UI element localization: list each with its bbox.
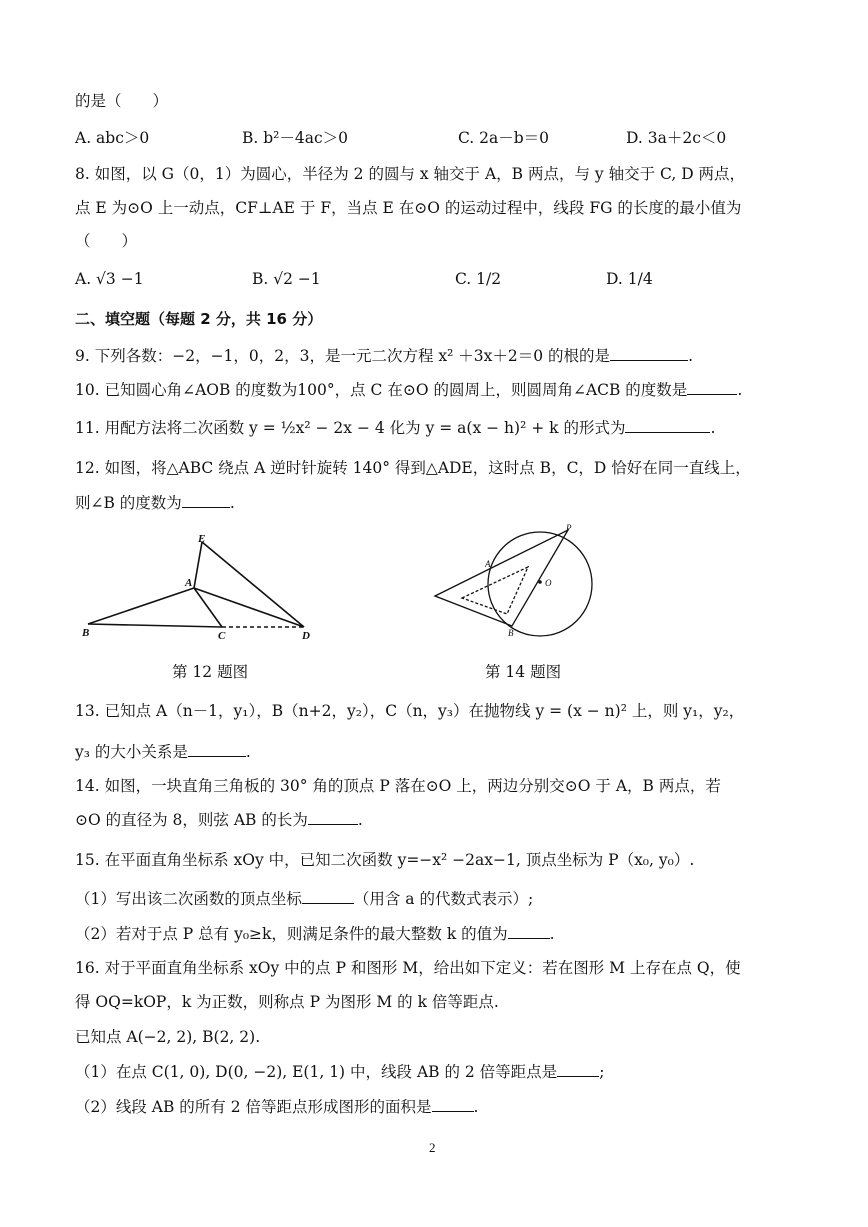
q8-option-b: B. √2 −1 — [252, 270, 321, 288]
q11-text: 11. 用配方法将二次函数 y = ½x² − 2x − 4 化为 y = a(x − h)² + k 的形式为 — [75, 419, 626, 437]
q10 — [75, 378, 742, 401]
figure-14-caption: 第 14 题图 — [485, 663, 562, 681]
q15-sub2-text: （2）若对于点 P 总有 y₀≥k，则满足条件的最大整数 k 的值为 — [75, 925, 508, 943]
q13-line2-text: y₃ 的大小关系是 — [75, 743, 188, 761]
q7-option-d: D. 3a＋2c＜0 — [626, 129, 727, 147]
q16-sub1 — [75, 1060, 604, 1083]
q9-answer-blank — [610, 344, 688, 361]
q7-option-c: C. 2a－b＝0 — [458, 129, 550, 147]
q9-text: 9. 下列各数：−2，−1，0，2，3，是一元二次方程 x² ＋3x＋2＝0 的根的是 — [75, 347, 611, 365]
q16-sub2-blank — [432, 1095, 474, 1112]
label-a: A — [485, 559, 491, 569]
q16-sub2 — [75, 1095, 478, 1118]
segment-ac — [194, 588, 222, 627]
q7-option-b: B. b²－4ac＞0 — [242, 129, 349, 147]
q7-tail: 的是（ ） — [75, 92, 169, 110]
q13-end: . — [245, 743, 251, 761]
label-p: P — [566, 523, 572, 533]
q16-line3: 已知点 A(−2, 2), B(2, 2). — [75, 1028, 261, 1046]
q8-line3: （ ） — [75, 232, 138, 250]
q14-end: . — [357, 811, 363, 829]
segment-ad — [194, 588, 304, 627]
figure-14 — [430, 522, 620, 647]
q16-sub2-text: （2）线段 AB 的所有 2 倍等距点形成图形的面积是 — [75, 1098, 432, 1116]
q8-option-d: D. 1/4 — [606, 270, 653, 288]
label-d: D — [302, 630, 310, 642]
segment-ed — [202, 542, 304, 627]
q10-text: 10. 已知圆心角∠AOB 的度数为100°，点 C 在⊙O 的圆周上，则圆周角∠ACB 的度数是 — [75, 381, 688, 399]
q10-answer-blank — [687, 378, 737, 395]
q16-line1: 16. 对于平面直角坐标系 xOy 中的点 P 和图形 M，给出如下定义：若在图形 M 上存在点 Q，使 — [75, 959, 741, 977]
circle-o — [488, 532, 592, 636]
q15-sub1-text: （1）写出该二次函数的顶点坐标 — [75, 890, 302, 908]
q12-end: . — [229, 494, 235, 512]
q16-sub1-blank — [557, 1060, 599, 1077]
q15-sub2-blank — [508, 922, 550, 939]
q11-end: . — [710, 419, 716, 437]
q9 — [75, 344, 693, 367]
q11-answer-blank — [625, 416, 710, 433]
q15-sub1 — [75, 887, 533, 910]
section-title: 二、填空题（每题 2 分，共 16 分） — [75, 310, 323, 328]
q15-sub2 — [75, 922, 555, 945]
label-e: E — [198, 533, 206, 545]
segment-ae — [194, 542, 202, 588]
page-number: 2 — [429, 1140, 436, 1155]
figure-12 — [78, 530, 328, 645]
q13-answer-blank — [188, 740, 246, 757]
q12-line1: 12. 如图，将△ABC 绕点 A 逆时针旋转 140° 得到△ADE，这时点 B，C，D 恰好在同一直线上， — [75, 459, 751, 477]
label-b: B — [82, 627, 90, 639]
q13-line2 — [75, 740, 251, 763]
q15-sub1-blank — [302, 887, 354, 904]
q14-line1: 14. 如图，一块直角三角板的 30° 角的顶点 P 落在⊙O 上，两边分别交⊙O 于 A，B 两点，若 — [75, 777, 721, 795]
q15-line1: 15. 在平面直角坐标系 xOy 中，已知二次函数 y=−x² −2ax−1, 顶点坐标为 P（x₀, y₀）. — [75, 851, 695, 869]
q16-line2: 得 OQ=kOP，k 为正数，则称点 P 为图形 M 的 k 倍等距点. — [75, 993, 499, 1011]
q15-sub2-end: . — [549, 925, 555, 943]
q11 — [75, 416, 715, 439]
q16-sub1-end: ; — [599, 1063, 605, 1081]
q8-line1: 8. 如图，以 G（0，1）为圆心，半径为 2 的圆与 x 轴交于 A，B 两点，与 y 轴交于 C, D 两点， — [75, 165, 746, 183]
q8-option-c: C. 1/2 — [455, 270, 502, 288]
q7-option-a: A. abc＞0 — [75, 129, 150, 147]
q14-line2 — [75, 808, 363, 831]
q12-answer-blank — [182, 491, 230, 508]
q14-answer-blank — [308, 808, 358, 825]
segment-ba — [88, 588, 194, 624]
q8-option-a: A. √3 −1 — [75, 270, 144, 288]
segment-bc — [88, 624, 222, 627]
center-dot — [538, 580, 542, 584]
q14-line2-text: ⊙O 的直径为 8，则弦 AB 的长为 — [75, 811, 308, 829]
label-o: O — [545, 578, 552, 588]
label-a: A — [185, 577, 193, 589]
q12-line2-text: 则∠B 的度数为 — [75, 494, 182, 512]
q15-sub1-end: （用含 a 的代数式表示）; — [353, 890, 534, 908]
q9-end: . — [688, 347, 693, 365]
triangle-inner-dashed — [462, 567, 528, 614]
q13-line1: 13. 已知点 A（n－1，y₁），B（n+2，y₂），C（n，y₃）在抛物线 y = (x − n)² 上，则 y₁，y₂， — [75, 702, 745, 720]
label-b: B — [508, 628, 514, 638]
label-c: C — [218, 630, 226, 642]
q10-end: . — [737, 381, 743, 399]
figure-12-caption: 第 12 题图 — [172, 663, 249, 681]
q8-line2: 点 E 为⊙O 上一动点，CF⊥AE 于 F，当点 E 在⊙O 的运动过程中，线段 FG 的长度的最小值为 — [75, 199, 742, 217]
q12-line2 — [75, 491, 235, 514]
q16-sub1-text: （1）在点 C(1, 0), D(0, −2), E(1, 1) 中，线段 AB 的 2 倍等距点是 — [75, 1063, 558, 1081]
q16-sub2-end: . — [473, 1098, 479, 1116]
